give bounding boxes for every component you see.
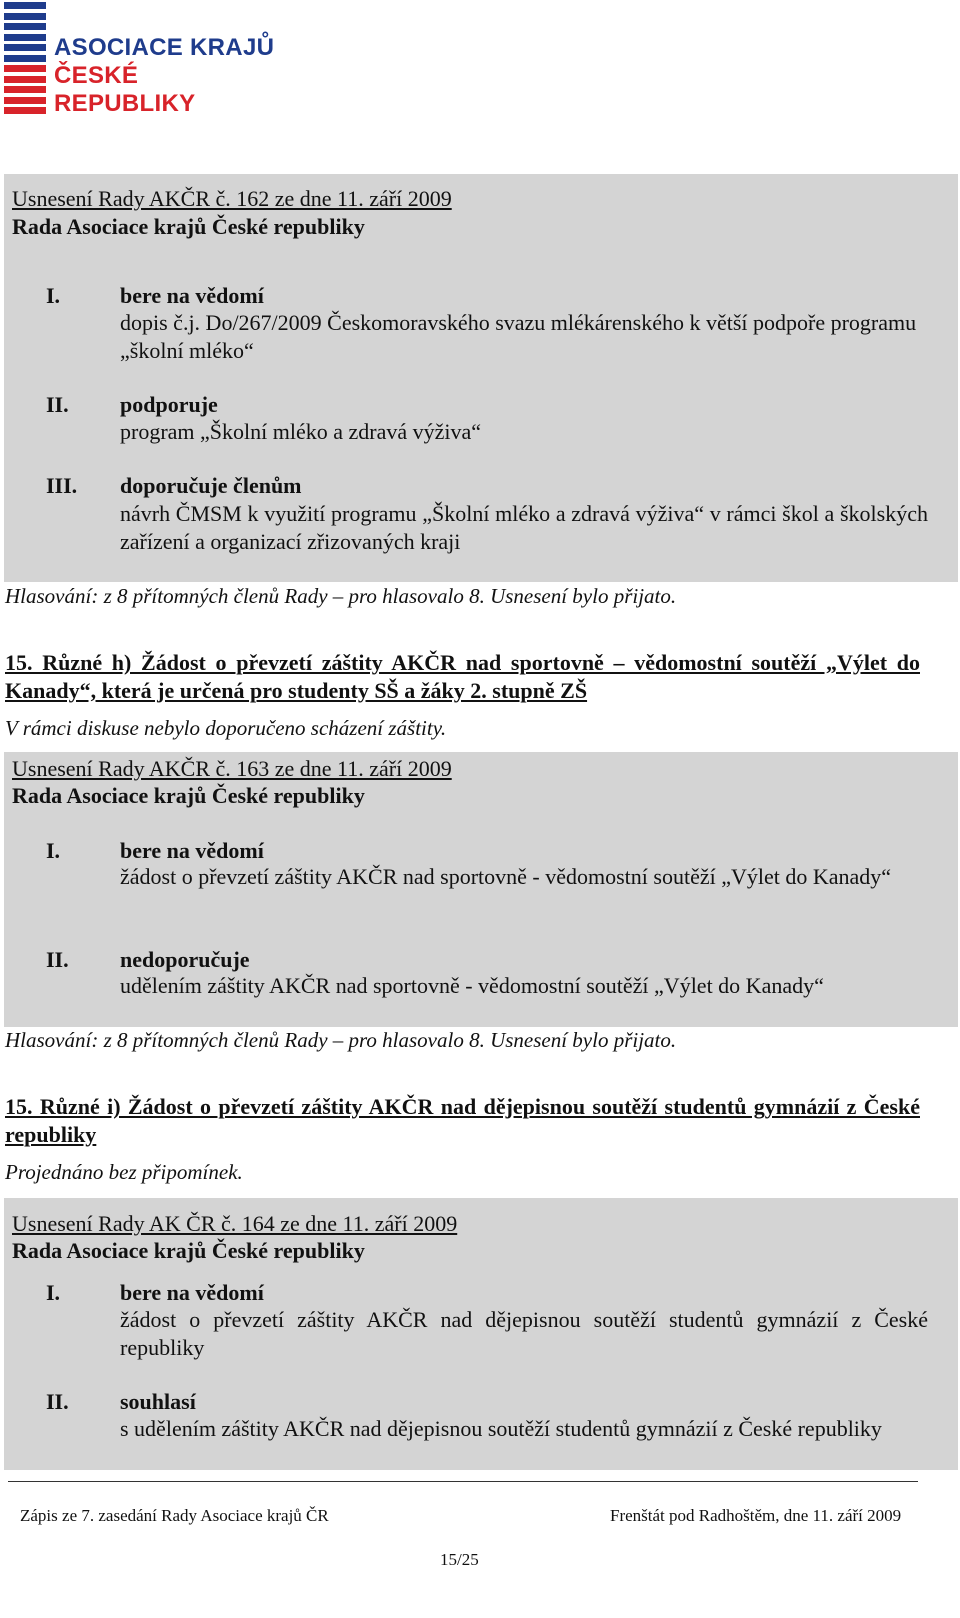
- item-number: I.: [46, 838, 61, 863]
- agenda-item-note: V rámci diskuse nebylo doporučeno scházení záštity.: [5, 716, 447, 740]
- item-text: žádost o převzetí záštity AKČR nad sportovně - vědomostní soutěží „Výlet do Kanady“: [120, 864, 892, 889]
- item-number: I.: [46, 283, 61, 308]
- resolution-162-box: [4, 174, 958, 582]
- flag-stripes-icon: [4, 2, 46, 120]
- item-text: udělením záštity AKČR nad sportovně - vědomostní soutěží „Výlet do Kanady“: [120, 973, 824, 998]
- agenda-item-heading: 15. Různé i) Žádost o převzetí záštity AKČR nad dějepisnou soutěží studentů gymnázií z České republiky: [5, 1094, 920, 1147]
- resolution-body: Rada Asociace krajů České republiky: [12, 214, 365, 239]
- resolution-164-box: [4, 1198, 958, 1470]
- logo-text-line2: ČESKÉ REPUBLIKY: [54, 62, 196, 117]
- item-verb: bere na vědomí: [120, 283, 264, 308]
- agenda-item-note: Projednáno bez připomínek.: [5, 1160, 243, 1184]
- item-verb: bere na vědomí: [120, 1280, 264, 1305]
- logo-text-line1: ASOCIACE KRAJŮ: [54, 34, 275, 61]
- item-verb: bere na vědomí: [120, 838, 264, 863]
- resolution-163-box: [4, 752, 958, 1027]
- footer-right: Frenštát pod Radhoštěm, dne 11. září 2009: [610, 1506, 902, 1525]
- item-text: dopis č.j. Do/267/2009 Českomoravského svazu mlékárenského k větší podpoře programu „školní mléko“: [120, 310, 917, 363]
- item-number: III.: [46, 473, 78, 498]
- item-number: II.: [46, 947, 69, 972]
- item-text: s udělením záštity AKČR nad dějepisnou soutěží studentů gymnázií z České republiky: [120, 1416, 882, 1441]
- item-number: II.: [46, 392, 69, 417]
- item-verb: doporučuje členům: [120, 473, 302, 498]
- resolution-body: Rada Asociace krajů České republiky: [12, 1238, 365, 1263]
- item-number: II.: [46, 1389, 69, 1414]
- resolution-title: Usnesení Rady AKČR č. 163 ze dne 11. září 2009: [12, 756, 452, 781]
- item-text: návrh ČMSM k využití programu „Školní mléko a zdravá výživa“ v rámci škol a školských zařízení a organizací zřizovaných kraji: [120, 501, 928, 554]
- agenda-item-heading: 15. Různé h) Žádost o převzetí záštity AKČR nad sportovně – vědomostní soutěží „Výlet do Kanady“, která je určená pro studenty SŠ a žáky 2. stupně ZŠ: [5, 650, 920, 703]
- vote-result: Hlasování: z 8 přítomných členů Rady – pro hlasovalo 8. Usnesení bylo přijato.: [5, 1028, 677, 1052]
- resolution-title: Usnesení Rady AKČR č. 162 ze dne 11. září 2009: [12, 186, 452, 211]
- asociace-kraju-logo: [4, 0, 284, 125]
- resolution-body: Rada Asociace krajů České republiky: [12, 783, 365, 808]
- footer-left: Zápis ze 7. zasedání Rady Asociace krajů ČR: [20, 1506, 329, 1525]
- item-text: žádost o převzetí záštity AKČR nad dějepisnou soutěží studentů gymnázií z České republiky: [120, 1307, 928, 1360]
- item-verb: nedoporučuje: [120, 947, 250, 972]
- resolution-title: Usnesení Rady AK ČR č. 164 ze dne 11. září 2009: [12, 1211, 458, 1236]
- page-number: 15/25: [440, 1550, 479, 1569]
- footer-divider: [8, 1481, 918, 1482]
- item-text: program „Školní mléko a zdravá výživa“: [120, 419, 482, 444]
- item-verb: souhlasí: [120, 1389, 196, 1414]
- item-verb: podporuje: [120, 392, 218, 417]
- item-number: I.: [46, 1280, 61, 1305]
- vote-result: Hlasování: z 8 přítomných členů Rady – pro hlasovalo 8. Usnesení bylo přijato.: [5, 584, 677, 608]
